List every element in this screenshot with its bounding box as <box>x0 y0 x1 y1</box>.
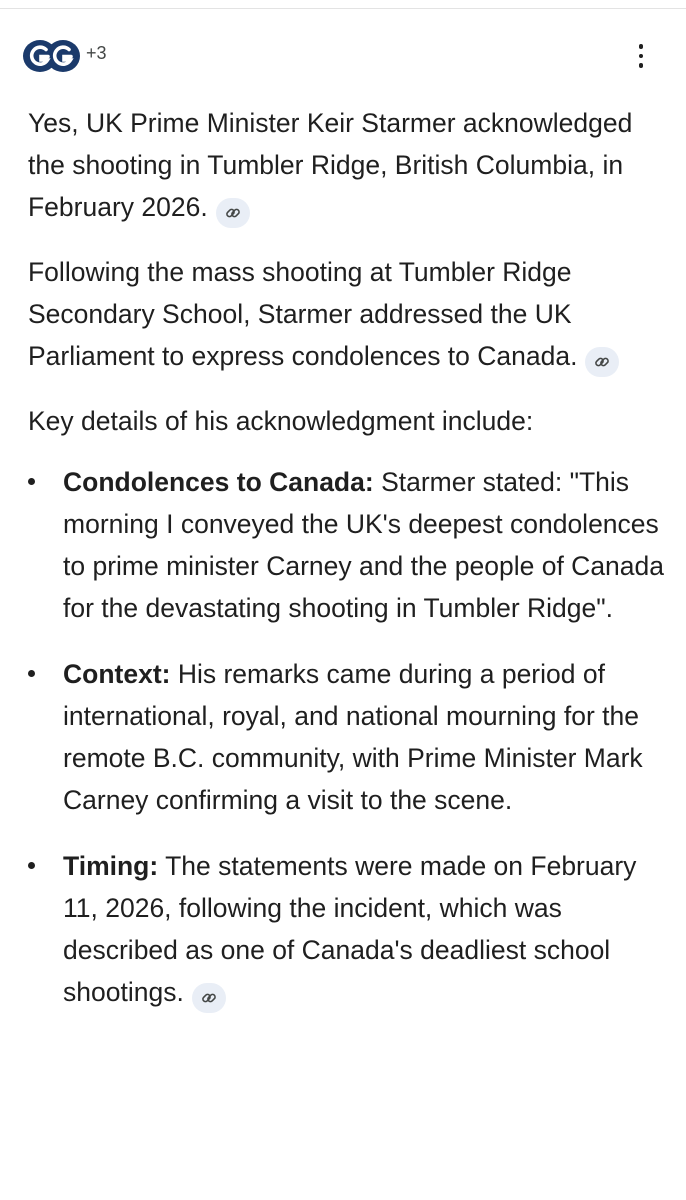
more-options-button[interactable] <box>624 38 658 74</box>
answer-paragraph <box>28 102 668 228</box>
detail-text: His remarks came during a period of international, royal, and national mourning for the remote B.C. community, with Prime Minister Mark Carney confirming a visit to the scene. <box>63 659 643 815</box>
gg-icon[interactable] <box>22 39 82 73</box>
detail-text: Starmer stated: "This morning I conveyed the UK's deepest condolences to prime minister Carney and the people of Canada for the devastating shooting in Tumbler Ridge". <box>63 467 665 623</box>
bullet-icon <box>28 478 35 485</box>
list-item <box>28 461 668 629</box>
source-count[interactable]: +3 <box>86 42 107 63</box>
list-item <box>28 653 668 821</box>
link-icon <box>594 354 610 370</box>
more-vert-icon <box>639 44 644 49</box>
detail-label: Condolences to Canada: <box>63 467 374 497</box>
answer-paragraph-text: Yes, UK Prime Minister Keir Starmer acknowledged the shooting in Tumbler Ridge, British Columbia, in February 2026. <box>28 108 633 222</box>
detail-label: Timing: <box>63 851 159 881</box>
source-row[interactable] <box>22 38 107 74</box>
bullet-icon <box>28 862 35 869</box>
details-list <box>28 461 668 1013</box>
source-link-button[interactable] <box>192 983 226 1013</box>
source-link-button[interactable] <box>216 198 250 228</box>
more-vert-icon-dot <box>639 63 644 68</box>
top-divider <box>0 8 686 9</box>
list-item <box>28 845 668 1013</box>
answer-paragraph-text: Following the mass shooting at Tumbler Ridge Secondary School, Starmer addressed the UK Parliament to express condolences to Canada. <box>28 257 578 371</box>
link-icon <box>201 990 217 1006</box>
detail-label: Context: <box>63 659 171 689</box>
bullet-icon <box>28 670 35 677</box>
source-link-button[interactable] <box>585 347 619 377</box>
answer-paragraph <box>28 251 668 377</box>
detail-text: The statements were made on February 11, 2026, following the incident, which was described as one of Canada's deadliest school shootings. <box>63 851 637 1007</box>
more-vert-icon-dot <box>639 54 644 59</box>
link-icon <box>225 205 241 221</box>
answer-content <box>28 102 668 1037</box>
key-details-intro: Key details of his acknowledgment include: <box>28 406 534 436</box>
